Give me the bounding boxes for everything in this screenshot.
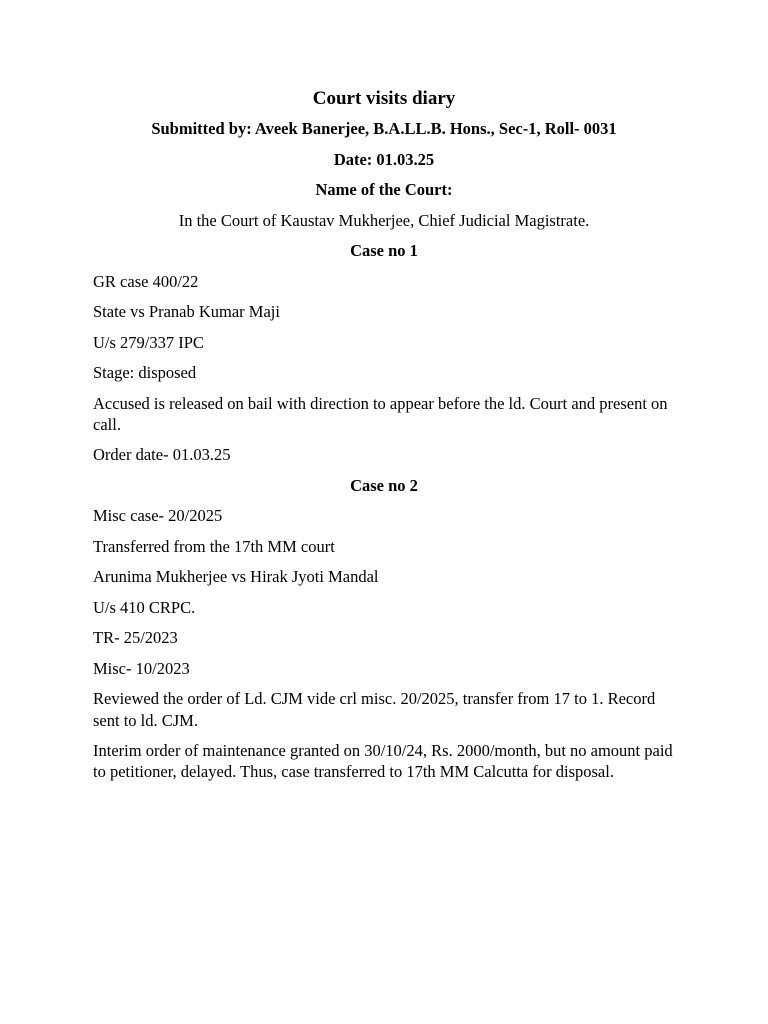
case-2-parties: Arunima Mukherjee vs Hirak Jyoti Mandal [93,567,379,586]
case-2-number: Misc case- 20/2025 [93,506,223,525]
submitted-by: Submitted by: Aveek Banerjee, B.A.LL.B. Hons., Sec-1, Roll- 0031 [151,119,617,138]
document-page [93,86,675,791]
case-2-misc-number: Misc- 10/2023 [93,658,190,678]
case-1-order-date: Order date- 01.03.25 [93,445,231,464]
case-1-number: GR case 400/22 [93,271,199,291]
case-1-section: U/s 279/337 IPC [93,332,204,352]
case-2-heading: Case no 2 [350,475,418,495]
case-1-parties: State vs Pranab Kumar Maji [93,302,280,321]
document-date: Date: 01.03.25 [333,149,435,169]
court-heading: Name of the Court: [315,180,453,199]
case-2-review: Reviewed the order of Ld. CJM vide crl misc. 20/2025, transfer from 17 to 1. Record sent to ld. CJM. [93,689,656,730]
case-2-section: U/s 410 CRPC. [93,597,196,617]
case-2-transfer: Transferred from the 17th MM court [93,536,335,556]
case-1-heading: Case no 1 [350,241,418,260]
case-1-stage: Stage: disposed [93,363,197,382]
case-2-tr-number: TR- 25/2023 [93,628,178,647]
case-2-interim-order: Interim order of maintenance granted on 30/10/24, Rs. 2000/month, but no amount paid to petitioner, delayed. Thus, case transferred to 17th MM Calcutta for disposal. [93,740,673,781]
case-1-remark: Accused is released on bail with direction to appear before the ld. Court and present on call. [93,393,668,434]
document-title: Court visits diary [312,88,456,109]
court-name: In the Court of Kaustav Mukherjee, Chief Judicial Magistrate. [178,210,590,230]
